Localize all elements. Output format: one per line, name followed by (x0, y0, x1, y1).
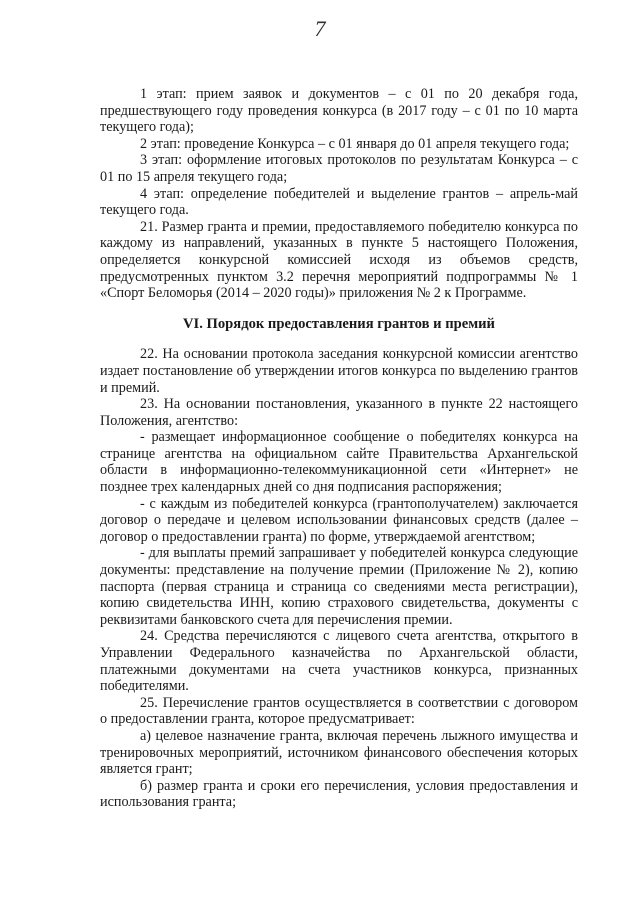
paragraph-23: 23. На основании постановления, указанного в пункте 22 настоящего Положения, агентство: (100, 396, 578, 429)
document-body (100, 86, 578, 811)
paragraph-stage-3: 3 этап: оформление итоговых протоколов по результатам Конкурса – с 01 по 15 апреля текущего года; (100, 152, 578, 185)
paragraph-stage-2: 2 этап: проведение Конкурса – с 01 января до 01 апреля текущего года; (140, 135, 570, 152)
page-number: 7 (314, 16, 326, 41)
paragraph-25: 25. Перечисление грантов осуществляется в соответствии с договором о предоставлении гранта, которое предусматривает: (100, 694, 578, 728)
section-heading: VI. Порядок предоставления грантов и премий (183, 315, 495, 332)
paragraph-21: 21. Размер гранта и премии, предоставляемого победителю конкурса по каждому из направлений, указанных в пункте 5 настоящего Положения, определяется конкурсной комиссией исходя из объемов средств, предусмотренных пунктом 3.2 перечня мероприятий подпрограммы № 1 «Спорт Беломорья (2014 – 2020 годы)» приложения № 2 к Программе. (100, 218, 578, 302)
paragraph-stage-1: 1 этап: прием заявок и документов – с 01 по 20 декабря года, предшествующего году проведения конкурса (в 2017 году – с 01 по 10 марта текущего года); (100, 86, 578, 136)
paragraph-22: 22. На основании протокола заседания конкурсной комиссии агентство издает постановление об утверждении итогов конкурса по выделению грантов и премий. (100, 346, 578, 396)
paragraph-23-item-2: - с каждым из победителей конкурса (грантополучателем) заключается договор о передаче и целевом использовании финансовых средств (далее – договор о предоставлении гранта) по форме, утверждаемой агентством; (100, 495, 578, 545)
paragraph-25-item-a: а) целевое назначение гранта, включая перечень лыжного имущества и тренировочных мероприятий, источником финансового обеспечения которых является грант; (100, 727, 578, 778)
paragraph-23-item-1: - размещает информационное сообщение о победителях конкурса на странице агентства на официальном сайте Правительства Архангельской области в информационно-телекоммуникационной сети «Интернет» не позднее трех календарных дней со дня подписания распоряжения; (100, 429, 578, 496)
paragraph-25-item-b: б) размер гранта и сроки его перечисления, условия предоставления и использования гранта; (100, 777, 578, 811)
paragraph-23-item-3: - для выплаты премий запрашивает у победителей конкурса следующие документы: представление на получение премии (Приложение № 2), копию паспорта (первая страница и страница со сведениями места регистрации), копию свидетельства ИНН, копию страхового свидетельства, документы с реквизитами банковского счета для перечисления премии. (100, 545, 578, 628)
paragraph-24: 24. Средства перечисляются с лицевого счета агентства, открытого в Управлении Федерального казначейства по Архангельской области, платежными документами на счета участников конкурса, признанных победителями. (100, 628, 578, 695)
paragraph-stage-4: 4 этап: определение победителей и выделение грантов – апрель-май текущего года. (100, 185, 578, 219)
